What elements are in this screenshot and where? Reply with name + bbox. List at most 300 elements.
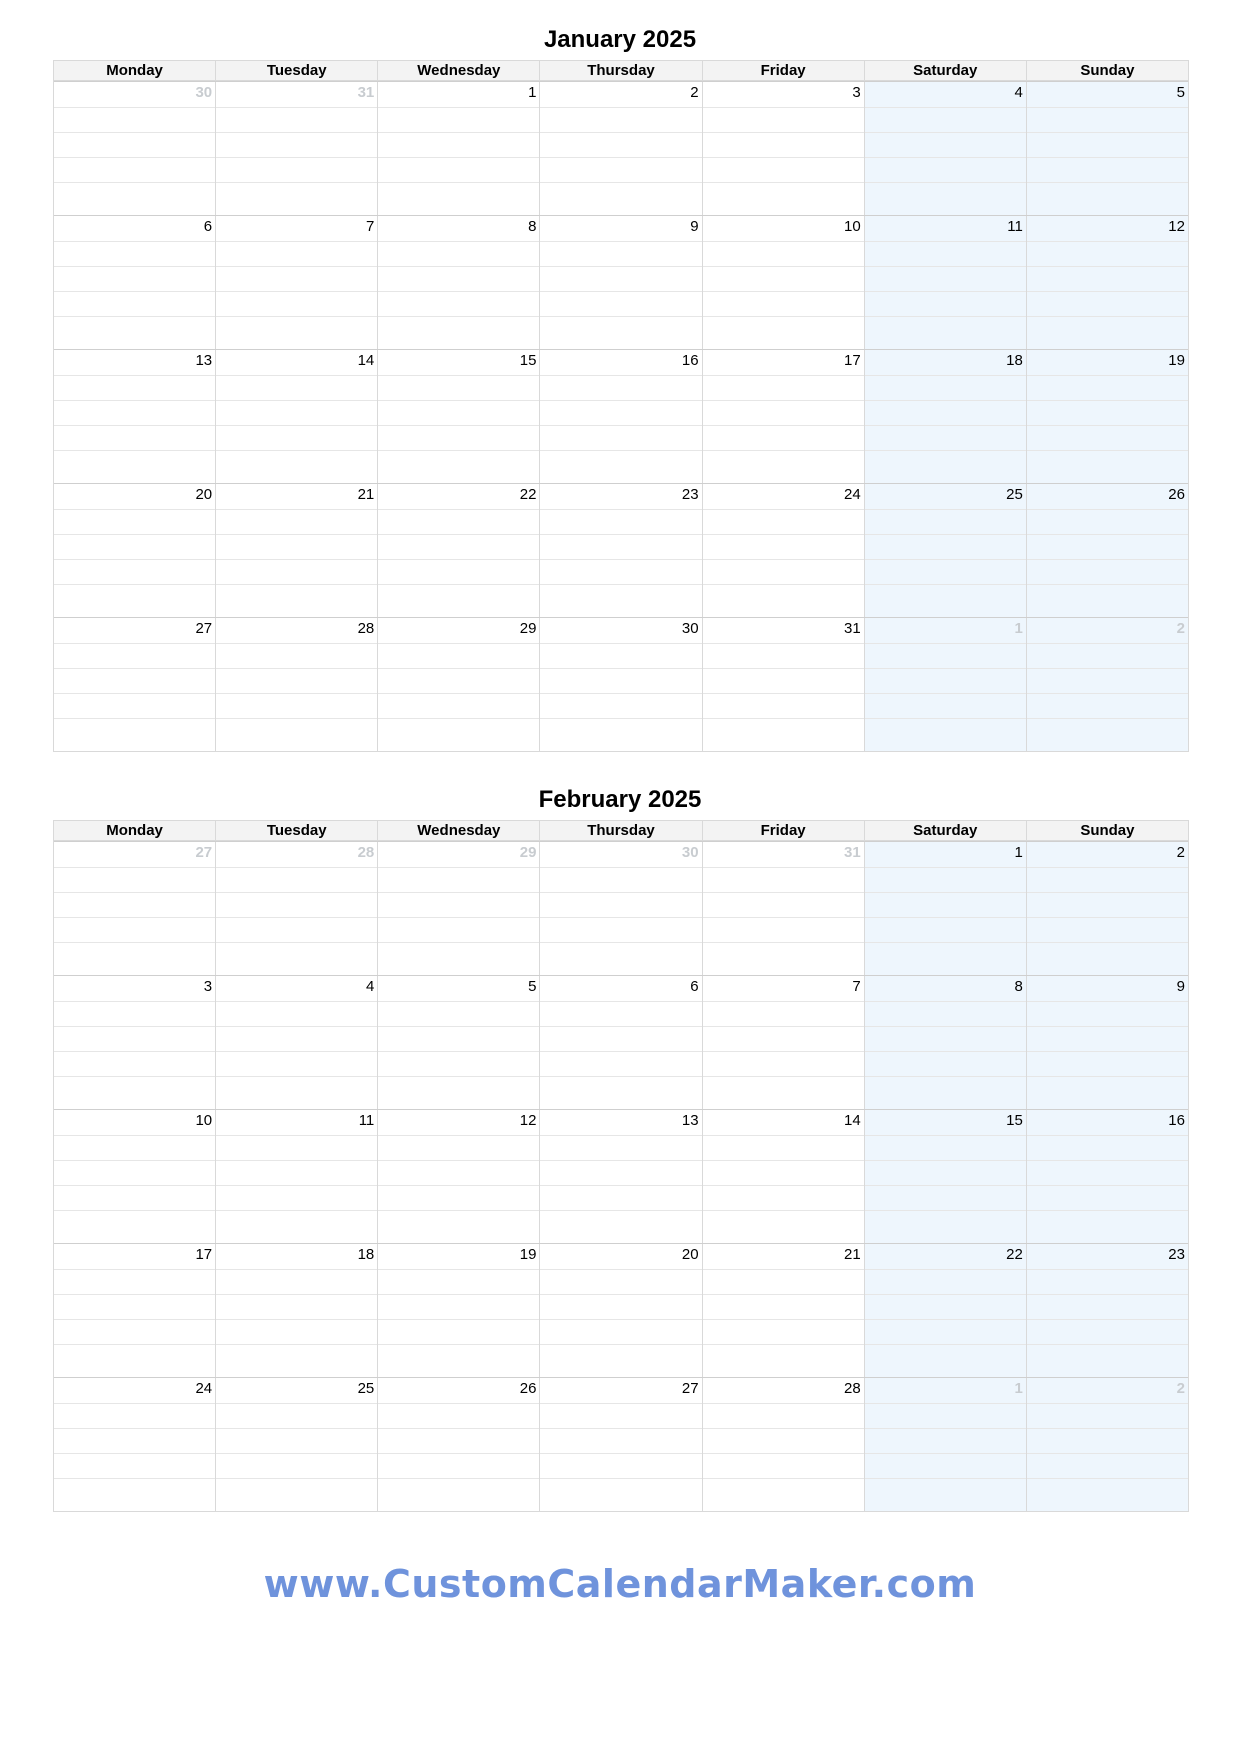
note-line[interactable] xyxy=(54,1076,215,1109)
note-line[interactable] xyxy=(540,559,701,584)
note-line[interactable] xyxy=(378,241,539,266)
day-cell[interactable] xyxy=(539,216,701,349)
note-line[interactable] xyxy=(540,157,701,182)
note-line[interactable] xyxy=(540,107,701,132)
note-line[interactable] xyxy=(54,1001,215,1026)
note-line[interactable] xyxy=(216,241,377,266)
day-cell[interactable] xyxy=(54,484,215,617)
note-line[interactable] xyxy=(865,216,1026,241)
note-line[interactable] xyxy=(703,1403,864,1428)
note-line[interactable] xyxy=(378,942,539,975)
note-line[interactable] xyxy=(540,82,701,107)
note-line[interactable] xyxy=(540,976,701,1001)
note-line[interactable] xyxy=(865,643,1026,668)
day-cell[interactable] xyxy=(54,82,215,215)
note-line[interactable] xyxy=(378,107,539,132)
note-line[interactable] xyxy=(54,618,215,643)
note-line[interactable] xyxy=(54,316,215,349)
note-line[interactable] xyxy=(54,1403,215,1428)
note-line[interactable] xyxy=(1027,643,1188,668)
note-line[interactable] xyxy=(865,942,1026,975)
day-cell[interactable] xyxy=(1026,618,1188,751)
note-line[interactable] xyxy=(703,157,864,182)
note-line[interactable] xyxy=(54,1051,215,1076)
note-line[interactable] xyxy=(703,450,864,483)
note-line[interactable] xyxy=(540,1135,701,1160)
note-line[interactable] xyxy=(703,1244,864,1269)
day-cell[interactable] xyxy=(54,1378,215,1511)
note-line[interactable] xyxy=(703,668,864,693)
note-line[interactable] xyxy=(378,892,539,917)
note-line[interactable] xyxy=(1027,1453,1188,1478)
note-line[interactable] xyxy=(865,1244,1026,1269)
note-line[interactable] xyxy=(54,892,215,917)
note-line[interactable] xyxy=(865,107,1026,132)
note-line[interactable] xyxy=(216,82,377,107)
day-cell[interactable] xyxy=(377,976,539,1109)
note-line[interactable] xyxy=(865,842,1026,867)
note-line[interactable] xyxy=(703,1269,864,1294)
note-line[interactable] xyxy=(865,425,1026,450)
note-line[interactable] xyxy=(378,182,539,215)
note-line[interactable] xyxy=(703,1185,864,1210)
note-line[interactable] xyxy=(378,867,539,892)
day-cell[interactable] xyxy=(702,618,864,751)
note-line[interactable] xyxy=(216,618,377,643)
note-line[interactable] xyxy=(378,425,539,450)
note-line[interactable] xyxy=(1027,1319,1188,1344)
note-line[interactable] xyxy=(378,316,539,349)
note-line[interactable] xyxy=(540,1478,701,1511)
day-cell[interactable] xyxy=(864,216,1026,349)
note-line[interactable] xyxy=(54,1294,215,1319)
note-line[interactable] xyxy=(540,1319,701,1344)
note-line[interactable] xyxy=(378,1453,539,1478)
note-line[interactable] xyxy=(703,976,864,1001)
note-line[interactable] xyxy=(216,1051,377,1076)
note-line[interactable] xyxy=(378,618,539,643)
note-line[interactable] xyxy=(216,182,377,215)
note-line[interactable] xyxy=(1027,375,1188,400)
note-line[interactable] xyxy=(216,1269,377,1294)
day-cell[interactable] xyxy=(539,1244,701,1377)
day-cell[interactable] xyxy=(864,1378,1026,1511)
note-line[interactable] xyxy=(216,718,377,751)
note-line[interactable] xyxy=(54,534,215,559)
note-line[interactable] xyxy=(703,1160,864,1185)
note-line[interactable] xyxy=(540,509,701,534)
note-line[interactable] xyxy=(865,1110,1026,1135)
note-line[interactable] xyxy=(703,892,864,917)
day-cell[interactable] xyxy=(54,1244,215,1377)
note-line[interactable] xyxy=(865,1344,1026,1377)
note-line[interactable] xyxy=(703,534,864,559)
note-line[interactable] xyxy=(216,842,377,867)
note-line[interactable] xyxy=(378,584,539,617)
note-line[interactable] xyxy=(703,1428,864,1453)
note-line[interactable] xyxy=(703,1026,864,1051)
day-cell[interactable] xyxy=(1026,216,1188,349)
note-line[interactable] xyxy=(216,534,377,559)
day-cell[interactable] xyxy=(377,842,539,975)
note-line[interactable] xyxy=(1027,842,1188,867)
note-line[interactable] xyxy=(216,559,377,584)
note-line[interactable] xyxy=(378,132,539,157)
note-line[interactable] xyxy=(378,668,539,693)
note-line[interactable] xyxy=(703,693,864,718)
note-line[interactable] xyxy=(216,1453,377,1478)
note-line[interactable] xyxy=(54,1160,215,1185)
note-line[interactable] xyxy=(540,584,701,617)
note-line[interactable] xyxy=(54,1135,215,1160)
note-line[interactable] xyxy=(703,1051,864,1076)
note-line[interactable] xyxy=(1027,718,1188,751)
note-line[interactable] xyxy=(378,1110,539,1135)
note-line[interactable] xyxy=(378,917,539,942)
note-line[interactable] xyxy=(54,976,215,1001)
note-line[interactable] xyxy=(54,216,215,241)
note-line[interactable] xyxy=(1027,1160,1188,1185)
note-line[interactable] xyxy=(54,82,215,107)
note-line[interactable] xyxy=(540,375,701,400)
note-line[interactable] xyxy=(703,1135,864,1160)
day-cell[interactable] xyxy=(215,1378,377,1511)
note-line[interactable] xyxy=(378,82,539,107)
day-cell[interactable] xyxy=(215,216,377,349)
note-line[interactable] xyxy=(703,584,864,617)
note-line[interactable] xyxy=(1027,534,1188,559)
note-line[interactable] xyxy=(703,291,864,316)
note-line[interactable] xyxy=(865,266,1026,291)
note-line[interactable] xyxy=(540,450,701,483)
note-line[interactable] xyxy=(54,450,215,483)
note-line[interactable] xyxy=(54,942,215,975)
note-line[interactable] xyxy=(216,375,377,400)
note-line[interactable] xyxy=(378,350,539,375)
note-line[interactable] xyxy=(540,216,701,241)
note-line[interactable] xyxy=(216,1244,377,1269)
note-line[interactable] xyxy=(703,1076,864,1109)
note-line[interactable] xyxy=(540,484,701,509)
note-line[interactable] xyxy=(1027,1244,1188,1269)
day-cell[interactable] xyxy=(1026,350,1188,483)
note-line[interactable] xyxy=(865,668,1026,693)
note-line[interactable] xyxy=(1027,1001,1188,1026)
note-line[interactable] xyxy=(216,157,377,182)
note-line[interactable] xyxy=(540,1210,701,1243)
note-line[interactable] xyxy=(865,291,1026,316)
day-cell[interactable] xyxy=(539,1378,701,1511)
footer-website[interactable]: www.CustomCalendarMaker.com xyxy=(263,1562,977,1606)
note-line[interactable] xyxy=(378,375,539,400)
note-line[interactable] xyxy=(54,584,215,617)
note-line[interactable] xyxy=(703,182,864,215)
note-line[interactable] xyxy=(540,668,701,693)
day-cell[interactable] xyxy=(54,216,215,349)
note-line[interactable] xyxy=(865,1478,1026,1511)
note-line[interactable] xyxy=(216,350,377,375)
note-line[interactable] xyxy=(1027,1135,1188,1160)
note-line[interactable] xyxy=(865,1269,1026,1294)
note-line[interactable] xyxy=(378,559,539,584)
note-line[interactable] xyxy=(1027,1026,1188,1051)
note-line[interactable] xyxy=(865,157,1026,182)
day-cell[interactable] xyxy=(1026,1244,1188,1377)
note-line[interactable] xyxy=(540,892,701,917)
day-cell[interactable] xyxy=(377,216,539,349)
note-line[interactable] xyxy=(216,1026,377,1051)
note-line[interactable] xyxy=(865,1453,1026,1478)
day-cell[interactable] xyxy=(702,842,864,975)
note-line[interactable] xyxy=(1027,425,1188,450)
day-cell[interactable] xyxy=(1026,82,1188,215)
note-line[interactable] xyxy=(54,1344,215,1377)
day-cell[interactable] xyxy=(377,618,539,751)
note-line[interactable] xyxy=(865,1076,1026,1109)
note-line[interactable] xyxy=(54,643,215,668)
note-line[interactable] xyxy=(703,1344,864,1377)
day-cell[interactable] xyxy=(702,216,864,349)
note-line[interactable] xyxy=(703,618,864,643)
note-line[interactable] xyxy=(54,1244,215,1269)
note-line[interactable] xyxy=(1027,1428,1188,1453)
day-cell[interactable] xyxy=(864,350,1026,483)
note-line[interactable] xyxy=(216,1319,377,1344)
day-cell[interactable] xyxy=(702,1244,864,1377)
note-line[interactable] xyxy=(540,266,701,291)
day-cell[interactable] xyxy=(215,618,377,751)
note-line[interactable] xyxy=(865,450,1026,483)
day-cell[interactable] xyxy=(54,1110,215,1243)
note-line[interactable] xyxy=(865,375,1026,400)
note-line[interactable] xyxy=(54,1478,215,1511)
note-line[interactable] xyxy=(216,1001,377,1026)
day-cell[interactable] xyxy=(377,484,539,617)
note-line[interactable] xyxy=(703,1453,864,1478)
day-cell[interactable] xyxy=(864,82,1026,215)
note-line[interactable] xyxy=(703,241,864,266)
note-line[interactable] xyxy=(54,1453,215,1478)
note-line[interactable] xyxy=(216,1160,377,1185)
note-line[interactable] xyxy=(216,266,377,291)
note-line[interactable] xyxy=(216,509,377,534)
note-line[interactable] xyxy=(540,1076,701,1109)
note-line[interactable] xyxy=(865,509,1026,534)
day-cell[interactable] xyxy=(702,82,864,215)
note-line[interactable] xyxy=(378,1160,539,1185)
note-line[interactable] xyxy=(54,867,215,892)
note-line[interactable] xyxy=(216,942,377,975)
note-line[interactable] xyxy=(54,1319,215,1344)
note-line[interactable] xyxy=(378,216,539,241)
day-cell[interactable] xyxy=(54,976,215,1109)
day-cell[interactable] xyxy=(377,1378,539,1511)
note-line[interactable] xyxy=(216,668,377,693)
note-line[interactable] xyxy=(54,266,215,291)
note-line[interactable] xyxy=(1027,291,1188,316)
note-line[interactable] xyxy=(703,867,864,892)
note-line[interactable] xyxy=(703,107,864,132)
note-line[interactable] xyxy=(54,157,215,182)
note-line[interactable] xyxy=(378,509,539,534)
note-line[interactable] xyxy=(1027,867,1188,892)
note-line[interactable] xyxy=(540,1110,701,1135)
day-cell[interactable] xyxy=(1026,842,1188,975)
day-cell[interactable] xyxy=(539,350,701,483)
day-cell[interactable] xyxy=(539,976,701,1109)
note-line[interactable] xyxy=(540,1294,701,1319)
note-line[interactable] xyxy=(54,484,215,509)
note-line[interactable] xyxy=(703,942,864,975)
note-line[interactable] xyxy=(216,1478,377,1511)
note-line[interactable] xyxy=(54,842,215,867)
note-line[interactable] xyxy=(54,291,215,316)
note-line[interactable] xyxy=(54,1428,215,1453)
note-line[interactable] xyxy=(216,1378,377,1403)
day-cell[interactable] xyxy=(539,842,701,975)
note-line[interactable] xyxy=(703,718,864,751)
note-line[interactable] xyxy=(1027,266,1188,291)
note-line[interactable] xyxy=(540,1026,701,1051)
note-line[interactable] xyxy=(540,1344,701,1377)
note-line[interactable] xyxy=(1027,618,1188,643)
note-line[interactable] xyxy=(54,668,215,693)
note-line[interactable] xyxy=(378,1269,539,1294)
note-line[interactable] xyxy=(1027,400,1188,425)
day-cell[interactable] xyxy=(215,484,377,617)
note-line[interactable] xyxy=(865,241,1026,266)
day-cell[interactable] xyxy=(377,1244,539,1377)
note-line[interactable] xyxy=(54,693,215,718)
note-line[interactable] xyxy=(378,1428,539,1453)
note-line[interactable] xyxy=(540,241,701,266)
note-line[interactable] xyxy=(378,1403,539,1428)
note-line[interactable] xyxy=(540,1001,701,1026)
note-line[interactable] xyxy=(540,400,701,425)
note-line[interactable] xyxy=(703,266,864,291)
day-cell[interactable] xyxy=(54,350,215,483)
note-line[interactable] xyxy=(216,584,377,617)
note-line[interactable] xyxy=(1027,316,1188,349)
note-line[interactable] xyxy=(703,842,864,867)
note-line[interactable] xyxy=(378,1001,539,1026)
note-line[interactable] xyxy=(54,509,215,534)
note-line[interactable] xyxy=(216,1344,377,1377)
day-cell[interactable] xyxy=(377,1110,539,1243)
note-line[interactable] xyxy=(540,1160,701,1185)
note-line[interactable] xyxy=(540,1378,701,1403)
day-cell[interactable] xyxy=(215,842,377,975)
note-line[interactable] xyxy=(54,1185,215,1210)
note-line[interactable] xyxy=(703,375,864,400)
note-line[interactable] xyxy=(54,917,215,942)
note-line[interactable] xyxy=(540,350,701,375)
note-line[interactable] xyxy=(540,132,701,157)
note-line[interactable] xyxy=(1027,182,1188,215)
day-cell[interactable] xyxy=(215,976,377,1109)
note-line[interactable] xyxy=(54,107,215,132)
note-line[interactable] xyxy=(540,425,701,450)
note-line[interactable] xyxy=(703,917,864,942)
note-line[interactable] xyxy=(378,976,539,1001)
note-line[interactable] xyxy=(703,1478,864,1511)
note-line[interactable] xyxy=(1027,1403,1188,1428)
note-line[interactable] xyxy=(703,350,864,375)
note-line[interactable] xyxy=(865,867,1026,892)
note-line[interactable] xyxy=(216,1294,377,1319)
note-line[interactable] xyxy=(54,425,215,450)
note-line[interactable] xyxy=(54,1210,215,1243)
note-line[interactable] xyxy=(216,693,377,718)
note-line[interactable] xyxy=(216,1428,377,1453)
note-line[interactable] xyxy=(1027,107,1188,132)
note-line[interactable] xyxy=(1027,559,1188,584)
note-line[interactable] xyxy=(540,867,701,892)
note-line[interactable] xyxy=(865,892,1026,917)
day-cell[interactable] xyxy=(1026,976,1188,1109)
note-line[interactable] xyxy=(1027,892,1188,917)
note-line[interactable] xyxy=(1027,1378,1188,1403)
note-line[interactable] xyxy=(865,534,1026,559)
day-cell[interactable] xyxy=(864,618,1026,751)
note-line[interactable] xyxy=(378,693,539,718)
note-line[interactable] xyxy=(865,1135,1026,1160)
note-line[interactable] xyxy=(865,132,1026,157)
note-line[interactable] xyxy=(1027,1344,1188,1377)
day-cell[interactable] xyxy=(864,1110,1026,1243)
note-line[interactable] xyxy=(378,266,539,291)
note-line[interactable] xyxy=(378,1026,539,1051)
note-line[interactable] xyxy=(378,842,539,867)
day-cell[interactable] xyxy=(864,484,1026,617)
note-line[interactable] xyxy=(540,316,701,349)
note-line[interactable] xyxy=(1027,241,1188,266)
note-line[interactable] xyxy=(703,1001,864,1026)
note-line[interactable] xyxy=(54,182,215,215)
note-line[interactable] xyxy=(703,1294,864,1319)
note-line[interactable] xyxy=(216,1076,377,1109)
note-line[interactable] xyxy=(216,484,377,509)
note-line[interactable] xyxy=(378,291,539,316)
note-line[interactable] xyxy=(1027,917,1188,942)
note-line[interactable] xyxy=(703,1378,864,1403)
note-line[interactable] xyxy=(865,1378,1026,1403)
note-line[interactable] xyxy=(1027,1478,1188,1511)
day-cell[interactable] xyxy=(864,842,1026,975)
note-line[interactable] xyxy=(216,400,377,425)
note-line[interactable] xyxy=(540,1428,701,1453)
day-cell[interactable] xyxy=(1026,1378,1188,1511)
day-cell[interactable] xyxy=(215,1110,377,1243)
note-line[interactable] xyxy=(703,132,864,157)
note-line[interactable] xyxy=(703,1319,864,1344)
note-line[interactable] xyxy=(865,82,1026,107)
note-line[interactable] xyxy=(703,484,864,509)
note-line[interactable] xyxy=(378,1076,539,1109)
note-line[interactable] xyxy=(1027,216,1188,241)
note-line[interactable] xyxy=(378,1294,539,1319)
note-line[interactable] xyxy=(703,643,864,668)
note-line[interactable] xyxy=(1027,942,1188,975)
note-line[interactable] xyxy=(216,892,377,917)
note-line[interactable] xyxy=(216,1185,377,1210)
note-line[interactable] xyxy=(540,917,701,942)
note-line[interactable] xyxy=(1027,693,1188,718)
note-line[interactable] xyxy=(54,350,215,375)
note-line[interactable] xyxy=(54,718,215,751)
note-line[interactable] xyxy=(216,643,377,668)
note-line[interactable] xyxy=(540,534,701,559)
